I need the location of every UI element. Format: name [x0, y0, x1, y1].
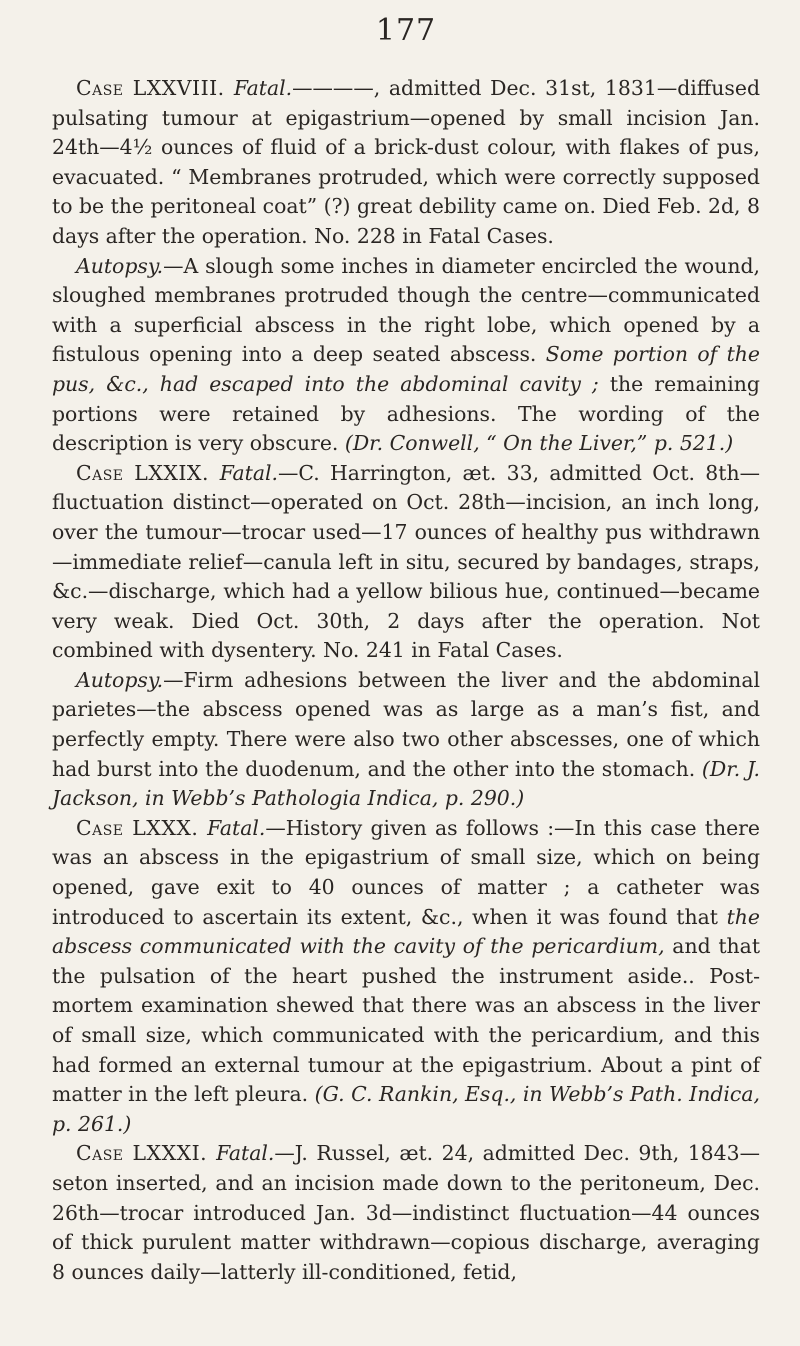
paragraph-case-81 — [52, 1139, 760, 1287]
text-segment: Fatal. — [216, 1141, 275, 1166]
text-segment: the abscess communicated with the cavity of the pericardium, — [52, 904, 760, 959]
text-segment: Some portion of the pus, &c., had escaped into the abdominal cavity ; — [52, 342, 760, 396]
text-segment: —History given as follows :—In this case there was an abscess in the epigastrium of small size, which on being opened, gave exit to 40 ounces of matter ; a catheter was introduced to ascertain its extent, &c., when it was found that — [52, 815, 760, 929]
text-segment: —C. Harrington, æt. 33, admitted Oct. 8th—fluctuation distinct—operated on Oct. 28th—incision, an inch long, over the tumour—trocar used—17 ounces of healthy pus withdrawn—immediate relief—canula left in situ, secured by bandages, straps, &c.—discharge, which had a yellow bilious hue, continued—became very weak. Died Oct. 30th, 2 days after the operation. Not combined with dysentery. No. 241 in Fatal Cases. — [52, 460, 760, 663]
text-segment: Case LXXX. — [76, 815, 208, 840]
page-number: 177 — [375, 13, 437, 48]
text-segment: —Firm adhesions between the liver and the abdominal parietes—the abscess opened was as large as a man’s fist, and perfectly empty. There were also two other abscesses, one of which had burst into the duodenum, and the other into the stomach. — [52, 667, 760, 781]
paragraph-autopsy-77 — [52, 252, 760, 459]
body-text — [52, 74, 760, 1287]
text-segment: and that the pulsation of the heart pushed the instrument aside.. Post-mortem examination shewed that there was an abscess in the liver of small size, which communicated with the pericardium, and this had formed an external tumour at the epigastrium. About a pint of matter in the left pleura. — [52, 934, 761, 1107]
paragraph-case-80 — [52, 814, 760, 1140]
paragraph-autopsy-79 — [52, 666, 760, 814]
text-segment: the remaining portions were retained by adhesions. The wording of the description is very obscure. — [52, 371, 760, 456]
text-segment: (G. C. Rankin, Esq., in Webb’s Path. Indica, p. 261.) — [52, 1082, 760, 1136]
text-segment: Fatal. — [207, 815, 266, 840]
paragraph-case-79 — [52, 459, 760, 666]
text-segment: ————, admitted Dec. 31st, 1831—diffused pulsating tumour at epigastrium—opened by small incision Jan. 24th—4½ ounces of fluid of a brick-dust colour, with flakes of pus, evacuated. “ Membranes protruded, which were correctly supposed to be the peritoneal coat” (?) great debility came on. Died Feb. 2d, 8 days after the operation. No. 228 in Fatal Cases. — [52, 76, 760, 248]
text-segment: Case LXXXI. — [76, 1141, 217, 1166]
text-segment: —A slough some inches in diameter encircled the wound, sloughed membranes protruded though the centre—communicated with a superficial abscess in the right lobe, which opened by a fistulous opening into a deep seated abscess. — [52, 253, 760, 367]
text-segment: Case LXXIX. — [76, 460, 220, 485]
text-segment: Autopsy. — [76, 253, 164, 278]
text-segment: Fatal. — [219, 460, 278, 485]
text-segment: (Dr. Conwell, “ On the Liver,” p. 521.) — [344, 431, 734, 456]
text-segment: Case LXXVIII. — [76, 76, 234, 100]
text-segment: Fatal. — [233, 76, 293, 100]
text-segment: —J. Russel, æt. 24, admitted Dec. 9th, 1843—seton inserted, and an incision made down to the peritoneum, Dec. 26th—trocar introduced Jan. 3d—indistinct fluctuation—44 ounces of thick purulent matter withdrawn—copious discharge, averaging 8 ounces daily—latterly ill-conditioned, fetid, — [52, 1141, 760, 1284]
text-segment: (Dr. J. Jackson, in Webb’s Pathologia Indica, p. 290.) — [52, 756, 760, 811]
text-segment: Autopsy. — [76, 667, 164, 692]
paragraph-case-77 — [52, 74, 760, 252]
